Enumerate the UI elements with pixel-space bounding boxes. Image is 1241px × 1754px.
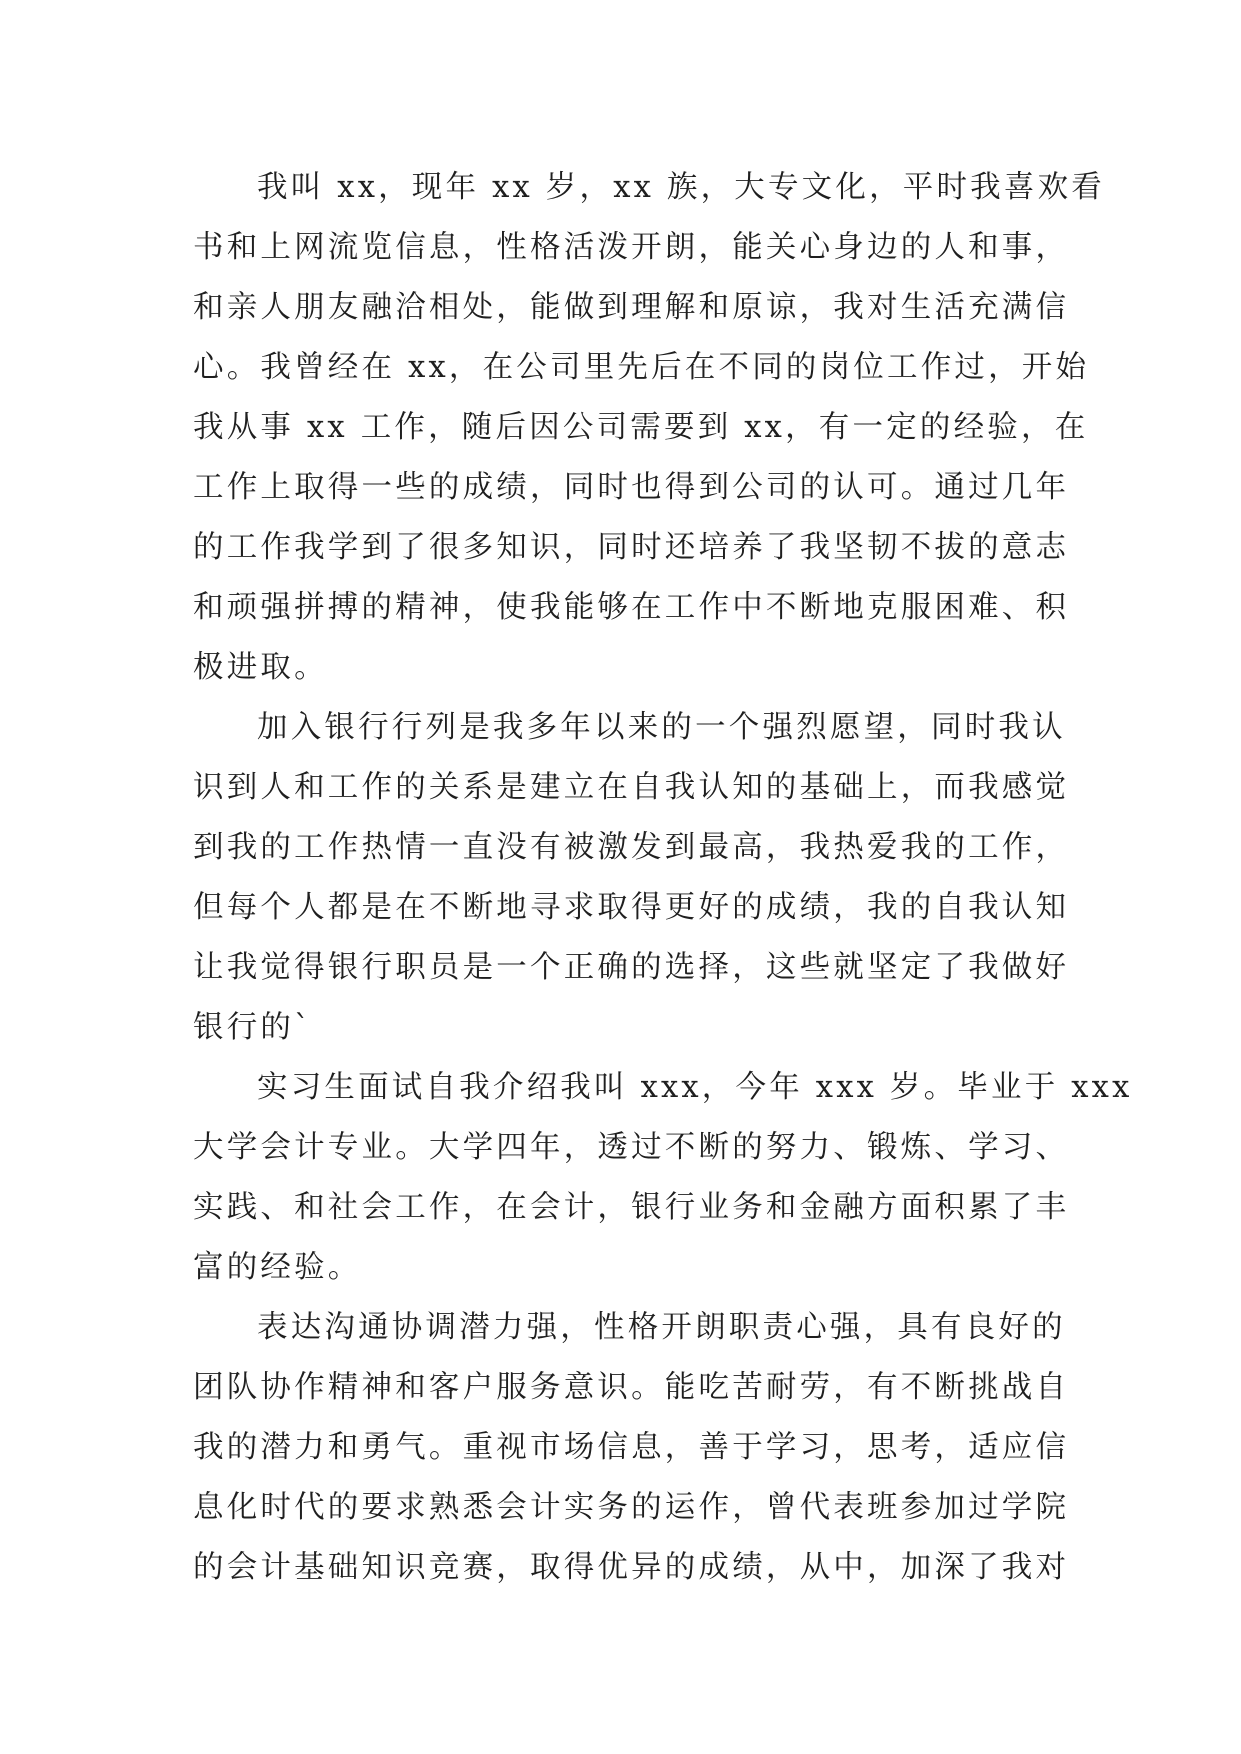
paragraph-1-line-3: 和亲人朋友融洽相处，能做到理解和原谅，我对生活充满信 [193,290,1070,325]
paragraph-3-line-2: 大学会计专业。大学四年，透过不断的努力、锻炼、学习、 [193,1130,1070,1165]
paragraph-2-line-6: 银行的` [193,1010,313,1045]
paragraph-1-line-2: 书和上网流览信息，性格活泼开朗，能关心身边的人和事， [193,230,1070,265]
paragraph-4-line-2: 团队协作精神和客户服务意识。能吃苦耐劳，有不断挑战自 [193,1370,1070,1405]
paragraph-3-line-4: 富的经验。 [193,1250,362,1285]
paragraph-4-line-5: 的会计基础知识竞赛，取得优异的成绩，从中，加深了我对 [193,1550,1070,1585]
paragraph-2-line-5: 让我觉得银行职员是一个正确的选择，这些就坚定了我做好 [193,950,1070,985]
paragraph-3-line-3: 实践、和社会工作，在会计，银行业务和金融方面积累了丰 [193,1190,1070,1225]
paragraph-4-line-3: 我的潜力和勇气。重视市场信息，善于学习，思考，适应信 [193,1430,1070,1465]
paragraph-2-line-2: 识到人和工作的关系是建立在自我认知的基础上，而我感觉 [193,770,1070,805]
paragraph-4-line-1: 表达沟通协调潜力强，性格开朗职责心强，具有良好的 [257,1310,1066,1345]
paragraph-2-line-3: 到我的工作热情一直没有被激发到最高，我热爱我的工作， [193,830,1070,865]
paragraph-1-line-4: 心。我曾经在 xx，在公司里先后在不同的岗位工作过，开始 [193,350,1090,385]
paragraph-1-line-1: 我叫 xx，现年 xx 岁，xx 族，大专文化，平时我喜欢看 [257,170,1105,205]
paragraph-1-line-5: 我从事 xx 工作，随后因公司需要到 xx，有一定的经验，在 [193,410,1089,445]
paragraph-4-line-4: 息化时代的要求熟悉会计实务的运作，曾代表班参加过学院 [193,1490,1070,1525]
paragraph-1-line-6: 工作上取得一些的成绩，同时也得到公司的认可。通过几年 [193,470,1070,505]
paragraph-1-line-8: 和顽强拼搏的精神，使我能够在工作中不断地克服困难、积 [193,590,1070,625]
paragraph-3-line-1: 实习生面试自我介绍我叫 xxx，今年 xxx 岁。毕业于 xxx [257,1070,1133,1105]
document-body [193,158,1133,1598]
paragraph-1-line-7: 的工作我学到了很多知识，同时还培养了我坚韧不拔的意志 [193,530,1070,565]
paragraph-1-line-9: 极进取。 [193,650,328,685]
paragraph-2-line-1: 加入银行行列是我多年以来的一个强烈愿望，同时我认 [257,710,1066,745]
paragraph-2-line-4: 但每个人都是在不断地寻求取得更好的成绩，我的自我认知 [193,890,1070,925]
